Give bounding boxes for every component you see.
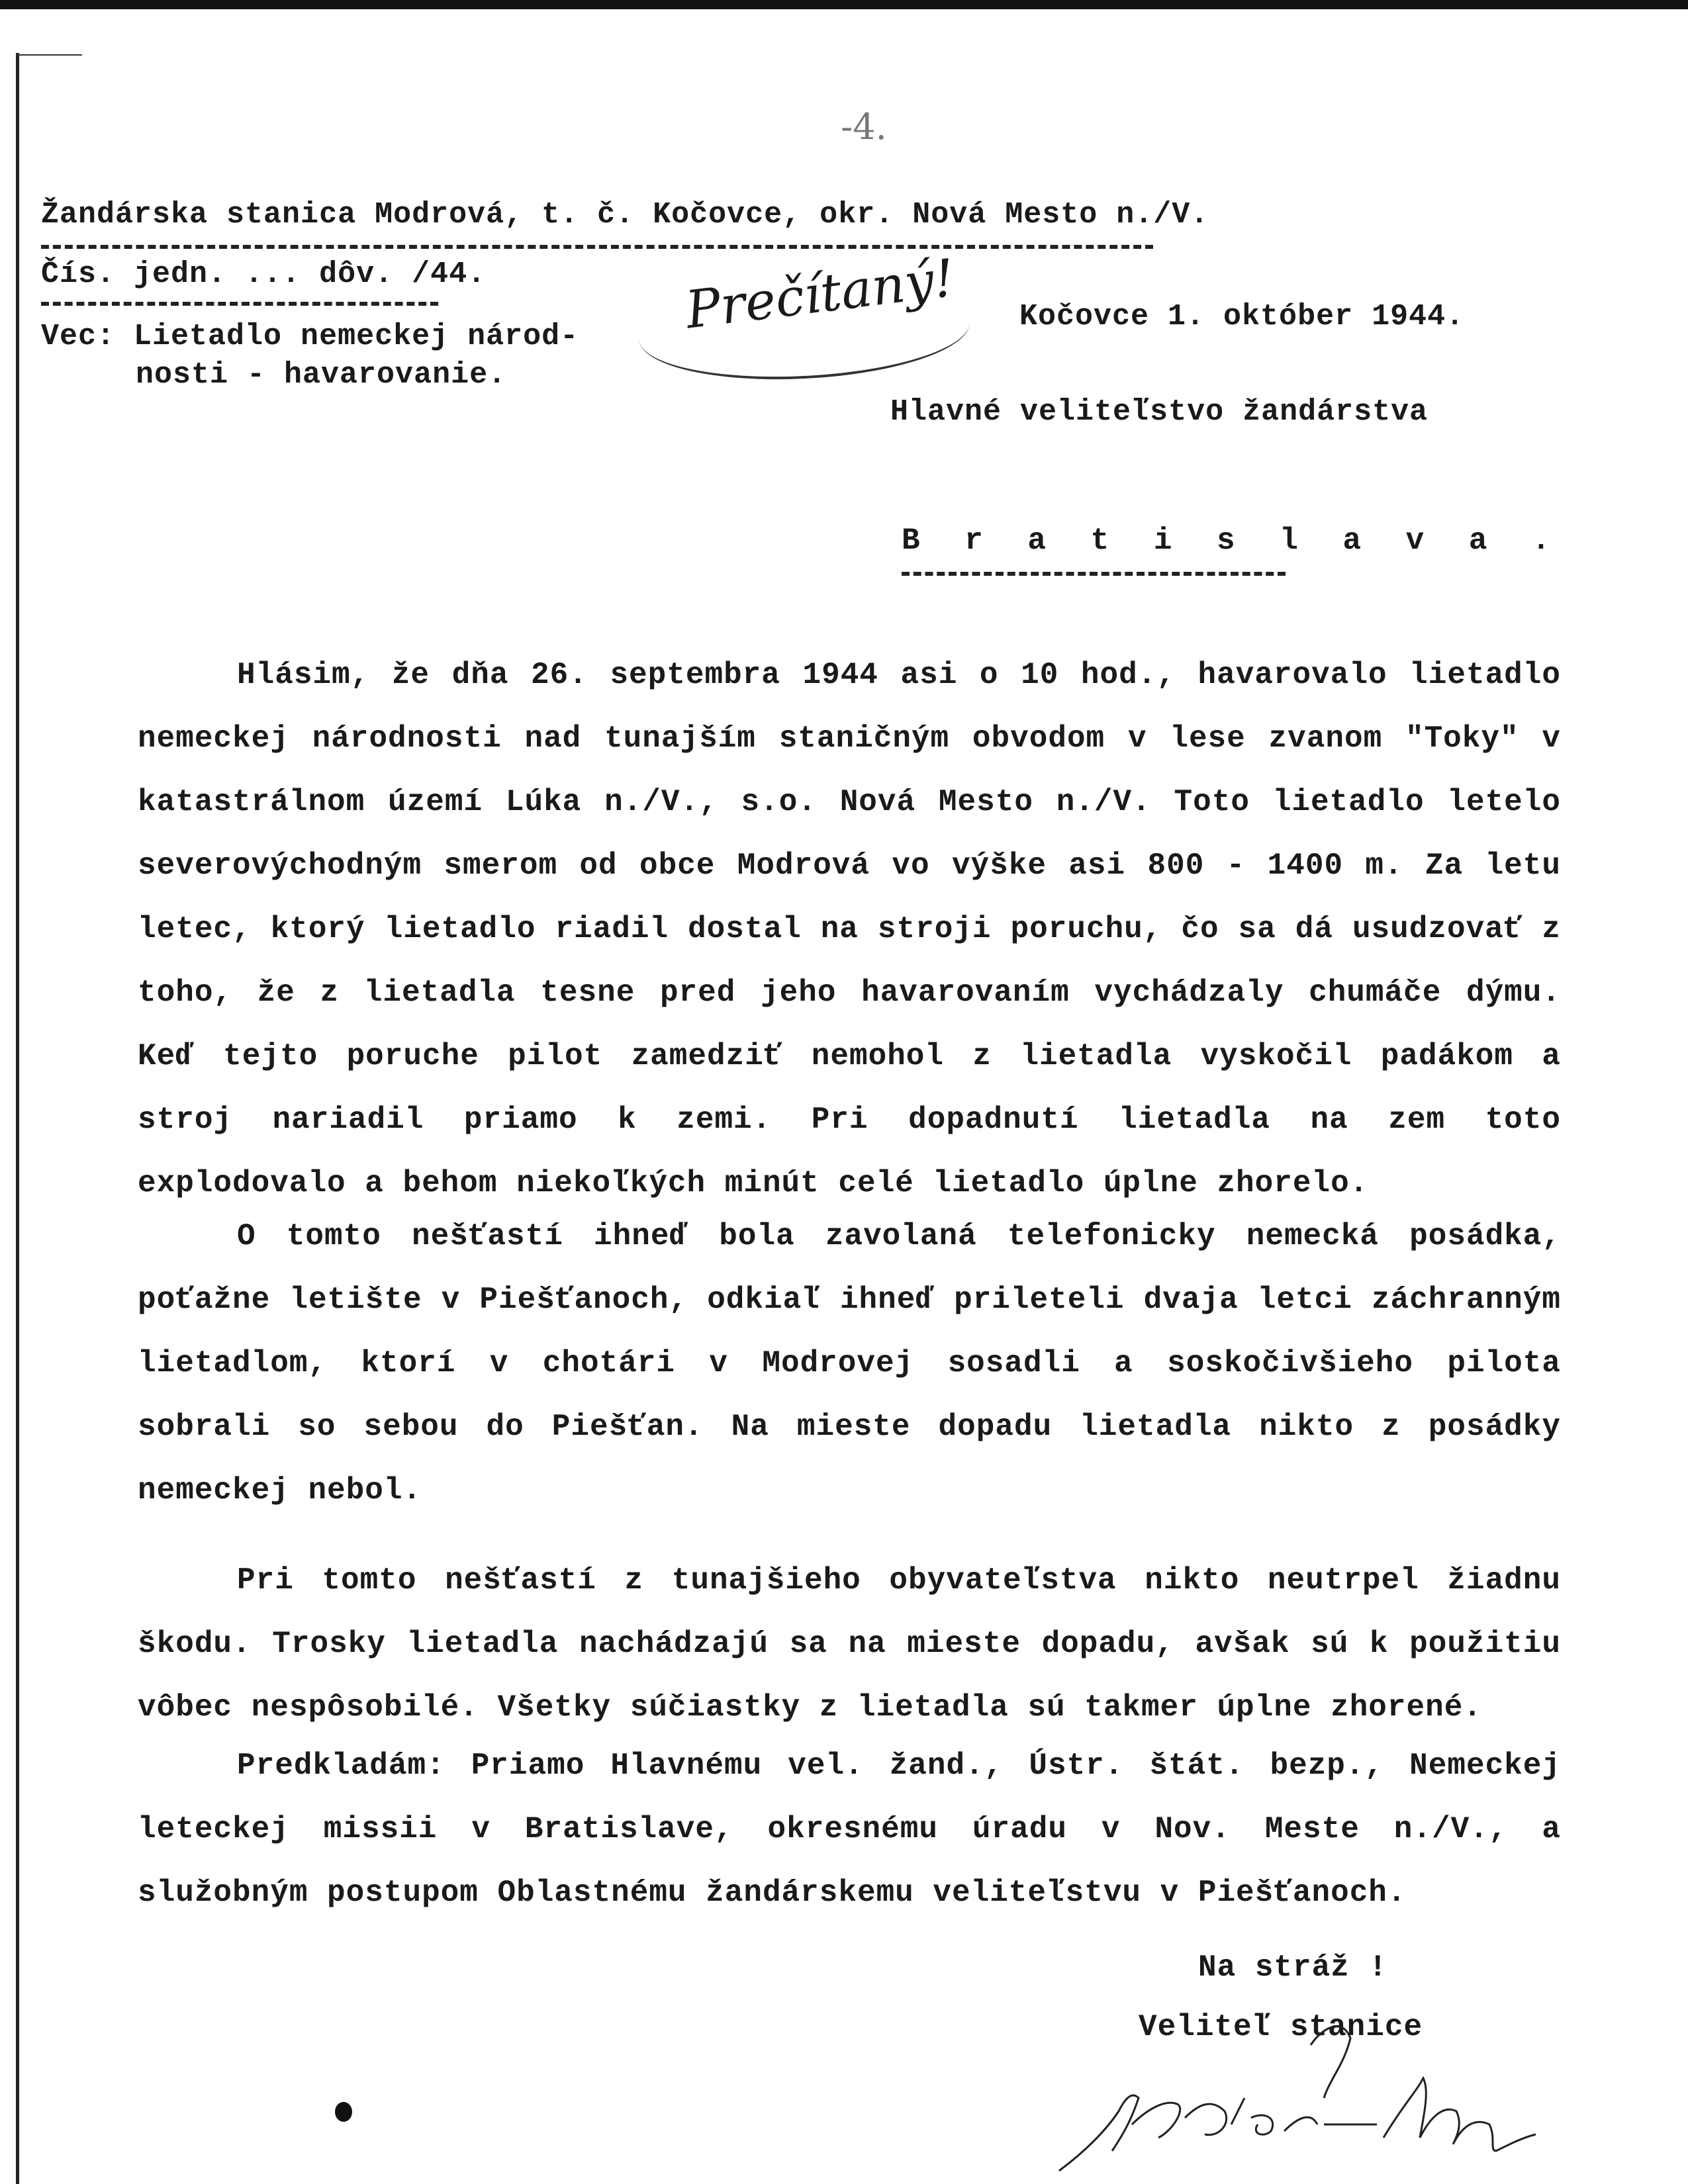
page-number: -4. — [841, 106, 887, 148]
scan-edge-left — [16, 53, 19, 2184]
handwritten-signature — [1033, 2019, 1562, 2177]
hole-punch-mark — [335, 2102, 352, 2122]
signature-text — [1231, 2105, 1515, 2128]
signatory-title: Veliteľ stanice — [1139, 2010, 1423, 2044]
body-paragraph-3: Pri tomto nešťastí z tunajšieho obyvateľstva nikto neutrpel žiadnu škodu. Trosky lietadla nachádzajú sa na mieste dopadu, avšak sú k použitiu vôbec nespôsobilé. Všetky súčiastky z lietadla sú takmer úplne zhorené. — [138, 1563, 1561, 1725]
closing-salutation: Na stráž ! — [1198, 1950, 1388, 1985]
header-divider — [41, 245, 1153, 249]
city-underline — [902, 572, 1286, 576]
scan-edge-mark — [16, 54, 82, 56]
ref-divider — [41, 302, 438, 306]
received-stamp: Prečítaný! — [682, 248, 959, 341]
subject-line-1: Vec: Lietadlo nemeckej národ- — [41, 320, 579, 353]
subject-line-2: nosti - havarovanie. — [136, 358, 507, 392]
addressee-city: B r a t i s l a v a . — [902, 523, 1564, 558]
addressee-office: Hlavné veliteľstvo žandárstva — [890, 395, 1429, 429]
scan-edge-top — [0, 0, 1688, 9]
body-paragraph-4: Predkladám: Priamo Hlavnému vel. žand., Ústr. štát. bezp., Nemeckej leteckej missii v Bratislave, okresnému úradu v Nov. Meste n./V., a služobným postupom Oblastnému žandárskemu veliteľstvu v Piešťanoch. — [138, 1749, 1561, 1910]
place-date: Kočovce 1. október 1944. — [1019, 300, 1465, 334]
body-paragraph-2: O tomto nešťastí ihneď bola zavolaná telefonicky nemecká posádka, poťažne letište v Piešťanoch, odkiaľ ihneď prileteli dvaja letci záchranným lietadlom, ktorí v chotári v Modrovej sosadli a soskočivšieho pilota sobrali so sebou do Piešťan. Na mieste dopadu lietadla nikto z posádky nemeckej nebol. — [138, 1219, 1561, 1508]
reference-number: Čís. jedn. ... dôv. /44. — [41, 257, 487, 291]
body-paragraph-1: Hlásim, že dňa 26. septembra 1944 asi o 10 hod., havarovalo lietadlo nemeckej národnosti nad tunajším staničným obvodom v lese zvanom "Toky" v katastrálnom území Lúka n./V., s.o. Nová Mesto n./V. Toto lietadlo letelo severovýchodným smerom od obce Modrová vo výške asi 800 - 1400 m. Za letu letec, ktorý lietadlo riadil dostal na stroji poruchu, čo sa dá usudzovať z toho, že z lietadla tesne pred jeho havarovaním vychádzaly chumáče dýmu. Keď tejto poruche pilot zamedziť nemohol z lietadla vyskočil padákom a stroj nariadil priamo k zemi. Pri dopadnutí lietadla na zem toto explodovalo a behom niekoľkých minút celé lietadlo úplne zhorelo. — [138, 658, 1561, 1201]
station-header: Žandárska stanica Modrová, t. č. Kočovce, okr. Nová Mesto n./V. — [41, 198, 1209, 232]
